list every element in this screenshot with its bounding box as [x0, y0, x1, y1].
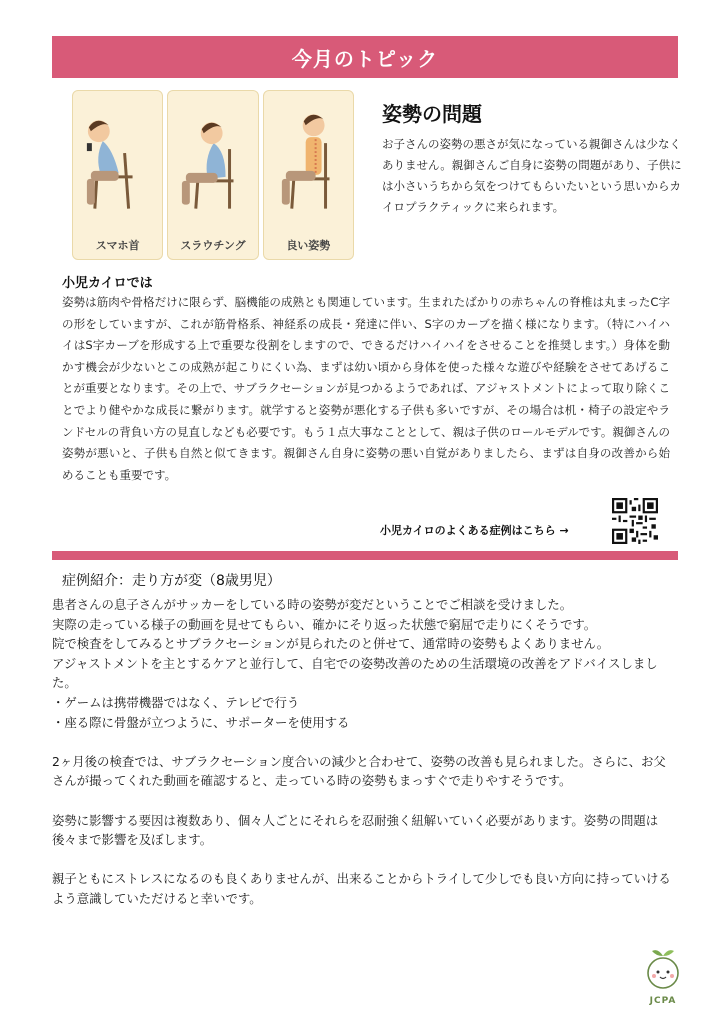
peach-mascot-icon — [640, 946, 686, 992]
panel-smartphone-neck — [72, 90, 163, 260]
case-paragraph: アジャストメントを主とするケアと並行して、自宅での姿勢改善のための生活環境の改善をアドバイスしました。 — [52, 655, 658, 691]
panel-label-good-posture: 良い姿勢 — [286, 239, 331, 252]
case-paragraph: 院で検査をしてみるとサブラクセーションが見られたのと併せて、通常時の姿勢もよくありません。 — [52, 636, 610, 652]
paragraph-gap — [52, 732, 672, 752]
case-body — [52, 595, 672, 909]
jcpa-logo — [640, 946, 686, 1010]
panel-label-slouching: スラウチング — [180, 239, 246, 252]
smartphone-neck-posture-icon — [73, 91, 162, 231]
banner-title: 今月のトピック — [291, 46, 439, 71]
case-bullet: ・ゲームは携帯機器ではなく、テレビで行う — [52, 694, 300, 710]
paragraph-gap — [52, 850, 672, 870]
panel-slouching — [167, 90, 258, 260]
case-paragraph: 実際の走っている様子の動画を見せてもらい、確かにそり返った状態で窮屈で走りにくそうです。 — [52, 616, 597, 632]
case-paragraph: 姿勢に影響する要因は複数あり、個々人ごとにそれらを忍耐強く紐解いていく必要があります。姿勢の問題は後々まで影響を及ぼします。 — [52, 812, 659, 848]
pediatric-body: 姿勢は筋肉や骨格だけに限らず、脳機能の成熟とも関連しています。生まれたばかりの赤ちゃんの脊椎は丸まったC字の形をしていますが、これが筋骨格系、神経系の成長・発達に伴い、S字のカーブを描く様になります。（特にハイハイはS字カーブを形成する上で重要な役割をしますので、できるだけハイハイをさせることを推奨します。）身体を動かす機会が少ないとこの成熟が起こりにくい為、まずは幼い頃から身体を使った様々な遊びや経験をさせてあげることが重要となります。その上で、サブラクセーションが見つかるようであれば、アジャストメントによって取り除くことでより健やかな成長に繋がります。就学すると姿勢が悪化する子供も多いですが、その場合は机・椅子の設定やランドセルの背負い方の見直しなども必要です。もう１点大事なこととして、親は子供のロールモデルです。親御さんの姿勢が悪いと、子供も自然と似てきます。親御さん自身に姿勢の悪い自覚がありましたら、まずは自身の改善から始めることも重要です。 — [62, 295, 670, 482]
case-paragraph: 2ヶ月後の検査では、サブラクセーション度合いの減少と合わせて、姿勢の改善も見られました。さらに、お父さんが撮ってくれた動画を確認すると、走っている時の姿勢もまっすぐで走りやすそうです。 — [52, 753, 666, 789]
case-bullet: ・座る際に骨盤が立つように、サポーターを使用する — [52, 714, 350, 730]
qr-link-text[interactable]: 小児カイロのよくある症例はこちら → — [380, 524, 569, 537]
qr-code-icon[interactable] — [612, 498, 658, 544]
slouching-posture-icon — [168, 91, 257, 231]
section-divider — [52, 551, 678, 560]
posture-illustrations — [72, 90, 354, 260]
logo-text: JCPA — [649, 996, 677, 1006]
case-paragraph: 親子ともにストレスになるのも良くありませんが、出来ることからトライして少しでも良い方向に持っていけるよう意識していただけると幸いです。 — [52, 871, 671, 906]
case-paragraph: 患者さんの息子さんがサッカーをしている時の姿勢が変だということでご相談を受けました。 — [52, 597, 573, 612]
good-posture-icon — [264, 91, 353, 231]
topic-banner — [52, 36, 678, 78]
pediatric-heading: 小児カイロでは — [62, 276, 153, 291]
paragraph-gap — [52, 791, 672, 811]
topic-title: 姿勢の問題 — [382, 102, 482, 126]
case-title: 症例紹介：走り方が変（8歳男児） — [62, 573, 281, 589]
panel-label-smartphone-neck: スマホ首 — [95, 239, 140, 252]
topic-body: お子さんの姿勢の悪さが気になっている親御さんは少なくありません。親御さんご自身に姿勢の問題があり、子供には小さいうちから気をつけてもらいたいという思いからカイロプラクティックに来られます。 — [382, 137, 682, 214]
panel-good-posture — [263, 90, 354, 260]
